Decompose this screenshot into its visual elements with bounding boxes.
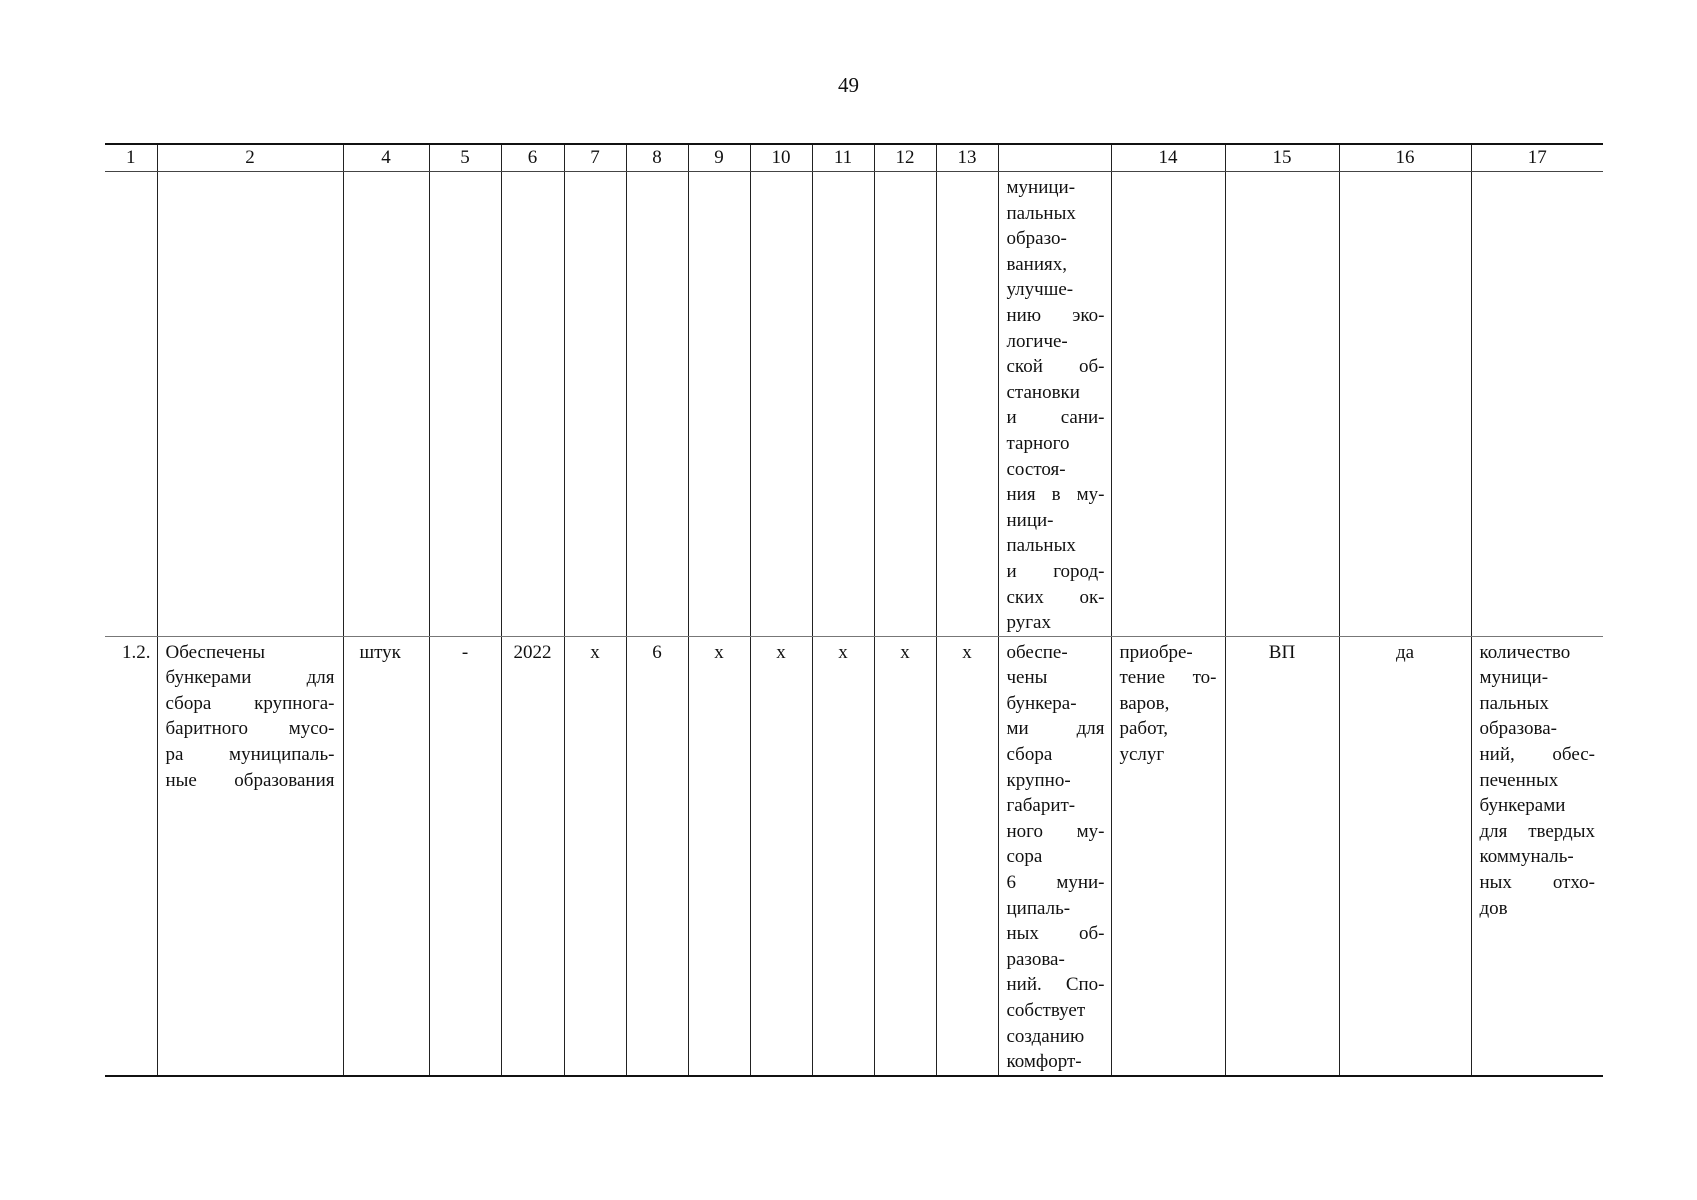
text-line: дов (1479, 897, 1508, 919)
table-cell (936, 636, 998, 1076)
col12-value: х (900, 641, 910, 663)
col16-value: да (1395, 641, 1415, 663)
text-line: тение то- (1119, 667, 1217, 689)
text-line: собствует (1006, 1000, 1086, 1021)
header-cell (998, 144, 1111, 172)
text-line: улучше- (1006, 279, 1074, 301)
indicator-cell (1471, 636, 1603, 1076)
text-line: для твердых (1479, 820, 1595, 842)
text-line: сора (1006, 846, 1043, 868)
table-cell (1339, 636, 1471, 1076)
header-cell: 4 (343, 144, 429, 172)
table-cell (936, 172, 998, 637)
text-line: бункерами для (165, 667, 335, 689)
text-line: приобре- (1119, 641, 1193, 663)
header-cell: 1 (105, 144, 157, 172)
result-description (999, 637, 1111, 1075)
text-line: 6 муни- (1006, 872, 1105, 894)
text-line: комфорт- (1006, 1051, 1082, 1073)
table-cell (626, 172, 688, 637)
header-cell: 10 (750, 144, 812, 172)
table-cell (429, 636, 501, 1076)
header-cell: 15 (1225, 144, 1339, 172)
text-line: ваниях, (1006, 253, 1067, 275)
text-line: ругах (1006, 612, 1051, 634)
text-line: чены (1006, 667, 1048, 689)
header-cell: 5 (429, 144, 501, 172)
row-number-cell (105, 636, 157, 1076)
table-row (105, 636, 1603, 1076)
text-line: пальных (1006, 202, 1076, 224)
table-cell (874, 172, 936, 637)
header-cell: 11 (812, 144, 874, 172)
text-line: состоя- (1006, 458, 1066, 480)
text-line: Обеспечены (165, 641, 266, 663)
text-line: коммуналь- (1479, 846, 1574, 868)
result-cell (998, 636, 1111, 1076)
table-cell (1225, 172, 1339, 637)
text-line: муници- (1479, 667, 1549, 689)
action-cell (1111, 636, 1225, 1076)
program-table (105, 143, 1603, 1077)
table-cell (343, 172, 429, 637)
header-cell: 2 (157, 144, 343, 172)
text-line: ного му- (1006, 820, 1105, 842)
table-cell (688, 172, 750, 637)
header-cell: 14 (1111, 144, 1225, 172)
text-line: ских ок- (1006, 586, 1105, 608)
table-cell (1339, 172, 1471, 637)
table-cell (105, 172, 157, 637)
text-line: ципаль- (1006, 897, 1071, 919)
page-number: 49 (838, 73, 859, 97)
continued-description (999, 172, 1111, 636)
header-cell: 9 (688, 144, 750, 172)
text-line: нию эко- (1006, 304, 1105, 326)
text-line: работ, (1119, 718, 1168, 740)
table-cell (1225, 636, 1339, 1076)
text-line: бункерами (1479, 795, 1566, 817)
text-line: пальных (1006, 535, 1076, 557)
text-line: варов, (1119, 692, 1170, 714)
table-header-row (105, 144, 1603, 172)
text-line: ници- (1006, 509, 1054, 531)
text-line: пальных (1479, 692, 1549, 714)
table-cell (1111, 172, 1225, 637)
year-cell (501, 636, 564, 1076)
col10-value: х (776, 641, 786, 663)
col7-value: х (590, 641, 600, 663)
table-cell (501, 172, 564, 637)
item-name-cell (157, 636, 343, 1076)
indicator-description (1472, 637, 1604, 922)
text-line: сбора крупнога- (165, 692, 335, 714)
text-line: образо- (1006, 228, 1067, 250)
table-cell (812, 172, 874, 637)
text-line: габарит- (1006, 795, 1076, 817)
text-line: разова- (1006, 948, 1065, 970)
table-cell (688, 636, 750, 1076)
table-cell (812, 636, 874, 1076)
text-line: становки (1006, 381, 1080, 403)
unit: штук (359, 641, 401, 663)
header-cell: 13 (936, 144, 998, 172)
text-line: логиче- (1006, 330, 1068, 352)
text-line: ра муниципаль- (165, 744, 335, 766)
text-line: печенных (1479, 769, 1559, 791)
header-cell: 7 (564, 144, 626, 172)
text-line: ний. Спо- (1006, 974, 1105, 996)
text-line: ные образования (165, 769, 335, 791)
col5-value: - (461, 641, 469, 663)
text-line: ний, обес- (1479, 744, 1595, 766)
text-line: ных отхо- (1479, 872, 1595, 894)
table-cell (157, 172, 343, 637)
col9-value: х (714, 641, 724, 663)
table-cell (750, 636, 812, 1076)
header-cell: 16 (1339, 144, 1471, 172)
text-line: муници- (1006, 177, 1076, 198)
table-cell (564, 636, 626, 1076)
action-type (1112, 637, 1225, 768)
text-line: ми для (1006, 718, 1105, 740)
text-line: крупно- (1006, 769, 1071, 791)
text-line: тарного (1006, 432, 1070, 454)
text-line: услуг (1119, 744, 1165, 766)
table-cell (874, 636, 936, 1076)
col13-value: х (962, 641, 972, 663)
table-cell (750, 172, 812, 637)
year: 2022 (513, 641, 552, 663)
table-cell (429, 172, 501, 637)
text-line: обеспе- (1006, 641, 1068, 663)
text-line: ния в му- (1006, 484, 1105, 506)
table-cell (626, 636, 688, 1076)
header-cell: 17 (1471, 144, 1603, 172)
text-line: бункера- (1006, 692, 1077, 714)
row-number: 1.2. (122, 641, 151, 663)
text-line: количество (1479, 641, 1571, 663)
unit-cell (343, 636, 429, 1076)
col15-value: ВП (1268, 641, 1296, 663)
continued-description-cell (998, 172, 1111, 637)
text-line: и город- (1006, 560, 1105, 582)
header-cell: 8 (626, 144, 688, 172)
text-line: баритного мусо- (165, 718, 335, 740)
text-line: созданию (1006, 1025, 1085, 1047)
text-line: сбора (1006, 744, 1053, 766)
header-cell: 12 (874, 144, 936, 172)
text-line: ской об- (1006, 356, 1105, 378)
text-line: ных об- (1006, 923, 1105, 945)
col11-value: х (838, 641, 848, 663)
col8-value: 6 (652, 641, 662, 663)
text-line: образова- (1479, 718, 1557, 740)
table-cell (1471, 172, 1603, 637)
header-cell: 6 (501, 144, 564, 172)
item-name (158, 637, 343, 794)
table-row (105, 172, 1603, 637)
text-line: и сани- (1006, 407, 1105, 429)
table-cell (564, 172, 626, 637)
